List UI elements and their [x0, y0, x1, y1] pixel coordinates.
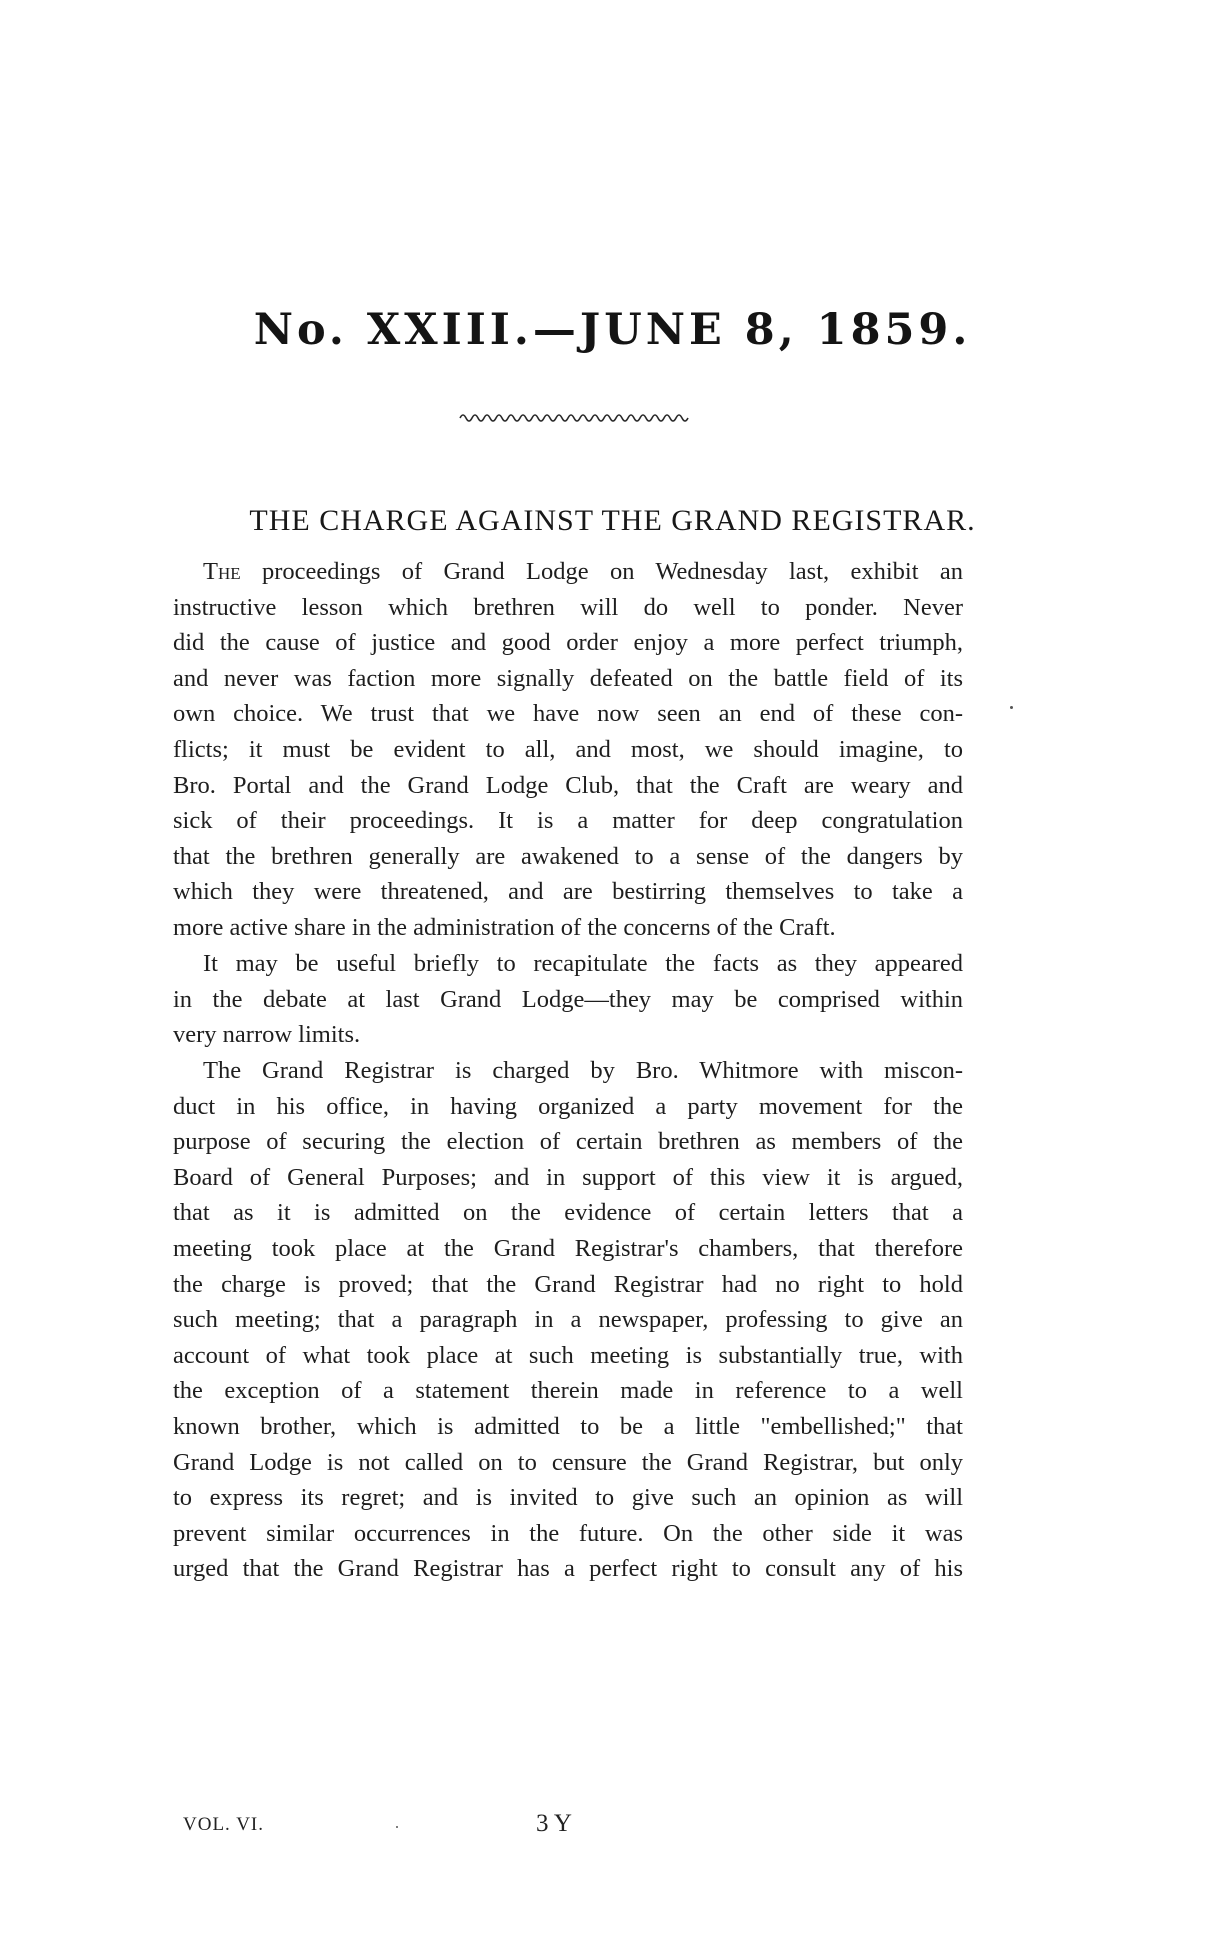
- text-line: to express its regret; and is invited to give such an opinion as will: [173, 1484, 963, 1512]
- drop-word: The: [203, 558, 241, 585]
- text-line: and never was faction more signally defeated on the battle field of its: [173, 664, 963, 692]
- text-line: which they were threatened, and are bestirring themselves to take a: [173, 878, 963, 906]
- text-line: meeting took place at the Grand Registrar's chambers, that therefore: [173, 1234, 963, 1262]
- text-span: proceedings of Grand Lodge on Wednesday last, exhibit an: [240, 558, 963, 585]
- paragraph-2: [173, 946, 963, 1053]
- print-speck: [1010, 706, 1013, 709]
- text-line: instructive lesson which brethren will do well to ponder. Never: [173, 593, 963, 621]
- text-line: own choice. We trust that we have now seen an end of these con-: [173, 700, 963, 728]
- text-line: in the debate at last Grand Lodge—they may be comprised within: [173, 985, 963, 1013]
- text-line: prevent similar occurrences in the future. On the other side it was: [173, 1519, 963, 1547]
- text-line: duct in his office, in having organized a party movement for the: [173, 1092, 963, 1120]
- text-line: did the cause of justice and good order enjoy a more perfect triumph,: [173, 629, 963, 657]
- page-footer: [0, 1810, 1225, 1840]
- text-line: Bro. Portal and the Grand Lodge Club, that the Craft are weary and: [173, 771, 963, 799]
- wavy-rule-ornament: [458, 408, 698, 426]
- text-line: Board of General Purposes; and in support of this view it is argued,: [173, 1163, 963, 1191]
- paragraph-3: [173, 1053, 963, 1587]
- signature-mark: 3 Y: [536, 1810, 572, 1837]
- text-line: known brother, which is admitted to be a little "embellished;" that: [173, 1412, 963, 1440]
- volume-label: VOL. VI.: [183, 1814, 265, 1835]
- article-title: THE CHARGE AGAINST THE GRAND REGISTRAR.: [249, 504, 976, 537]
- text-line: purpose of securing the election of certain brethren as members of the: [173, 1128, 963, 1156]
- text-line: that the brethren generally are awakened to a sense of the dangers by: [173, 842, 963, 870]
- issue-heading: No. XXIII.—JUNE 8, 1859.: [253, 305, 972, 355]
- text-line: the charge is proved; that the Grand Registrar had no right to hold: [173, 1270, 963, 1298]
- text-line: very narrow limits.: [173, 1021, 361, 1049]
- text-line: The Grand Registrar is charged by Bro. Whitmore with miscon-: [203, 1057, 963, 1084]
- paragraph-1: [173, 554, 963, 946]
- text-line: It may be useful briefly to recapitulate the facts as they appeared: [203, 950, 963, 977]
- text-line: [173, 554, 963, 590]
- text-line: sick of their proceedings. It is a matter for deep congratulation: [173, 807, 963, 835]
- text-line: flicts; it must be evident to all, and most, we should imagine, to: [173, 735, 963, 763]
- text-line: Grand Lodge is not called on to censure the Grand Registrar, but only: [173, 1448, 963, 1476]
- text-line: the exception of a statement therein made in reference to a well: [173, 1377, 963, 1405]
- text-line: such meeting; that a paragraph in a newspaper, professing to give an: [173, 1306, 963, 1334]
- text-line: account of what took place at such meeting is substantially true, with: [173, 1341, 963, 1369]
- text-line: more active share in the administration of the concerns of the Craft.: [173, 913, 836, 941]
- text-line: that as it is admitted on the evidence of certain letters that a: [173, 1199, 963, 1227]
- text-line: urged that the Grand Registrar has a perfect right to consult any of his: [173, 1555, 963, 1583]
